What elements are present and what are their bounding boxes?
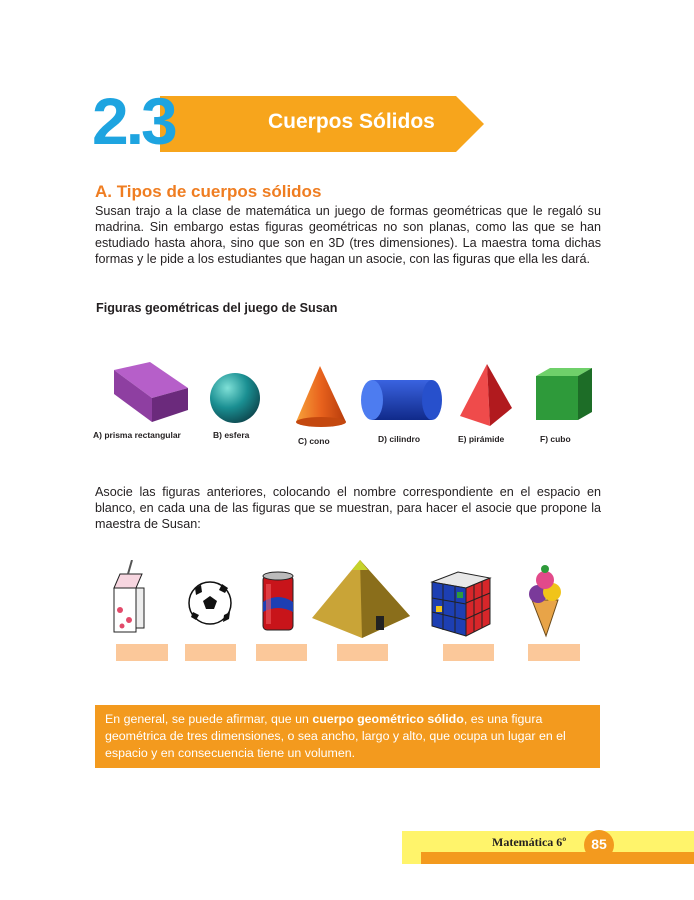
shapes-illustration <box>92 358 612 428</box>
shape-label-cylinder: D) cilindro <box>378 434 421 444</box>
shape-label-prism: A) prisma rectangular <box>93 430 181 440</box>
definition-term: cuerpo geométrico sólido <box>312 712 464 726</box>
egyptian-pyramid-icon <box>312 560 410 638</box>
definition-text: En general, se puede afirmar, que un cuerpo geométrico sólido, es una figura geométrica de tres dimensiones, o sea ancho, largo y alto, que ocupa un lugar en el espacio y en consecuencia tiene un volumen. <box>105 712 566 760</box>
answer-box-5[interactable] <box>443 644 494 661</box>
answer-box-1[interactable] <box>116 644 168 661</box>
figures-caption: Figuras geométricas del juego de Susan <box>96 301 338 315</box>
shapes-row <box>92 358 612 453</box>
footer-subject: Matemática 6º <box>492 835 567 849</box>
red-pyramid-icon <box>460 364 512 426</box>
shape-label-cone: C) cono <box>298 436 330 446</box>
green-cube-icon <box>536 368 592 420</box>
answer-box-6[interactable] <box>528 644 580 661</box>
answer-box-3[interactable] <box>256 644 307 661</box>
objects-illustration <box>100 560 600 650</box>
shape-label-cube: F) cubo <box>540 434 571 444</box>
purple-rectangular-prism-icon <box>114 362 188 422</box>
shape-label-sphere: B) esfera <box>213 430 250 440</box>
footer-stripe <box>421 852 694 864</box>
soda-can-icon <box>263 572 293 630</box>
rubiks-cube-icon <box>432 572 490 636</box>
ice-cream-cone-icon <box>529 565 561 636</box>
answer-box-2[interactable] <box>185 644 236 661</box>
blue-cylinder-icon <box>361 380 442 420</box>
section-title: Cuerpos Sólidos <box>268 110 435 133</box>
subheading: A. Tipos de cuerpos sólidos <box>95 182 322 201</box>
milk-carton-icon <box>114 560 144 632</box>
instruction-paragraph: Asocie las figuras anteriores, colocando el nombre correspondiente en el espacio en blanco, en cada una de las figuras que se muestran, para hacer el asocie que propone la maestra de Susan: <box>95 485 601 531</box>
page-number: 85 <box>591 836 607 852</box>
soccer-ball-icon <box>189 582 231 624</box>
teal-sphere-icon <box>210 373 260 423</box>
answer-box-4[interactable] <box>337 644 388 661</box>
shape-label-pyramid: E) pirámide <box>458 434 505 444</box>
intro-paragraph: Susan trajo a la clase de matemática un juego de formas geométricas que le regaló su madrina. Sin embargo estas figuras geométricas no son planas, como las que se han estudiado hasta ahora, sino que son en 3D (tres dimensiones). La maestra toma dichas formas y le pide a los estudiantes que hagan un asocie, con las figuras que ella les dará. <box>95 204 601 266</box>
orange-cone-icon <box>296 366 346 427</box>
section-number: 2.3 <box>92 84 175 158</box>
